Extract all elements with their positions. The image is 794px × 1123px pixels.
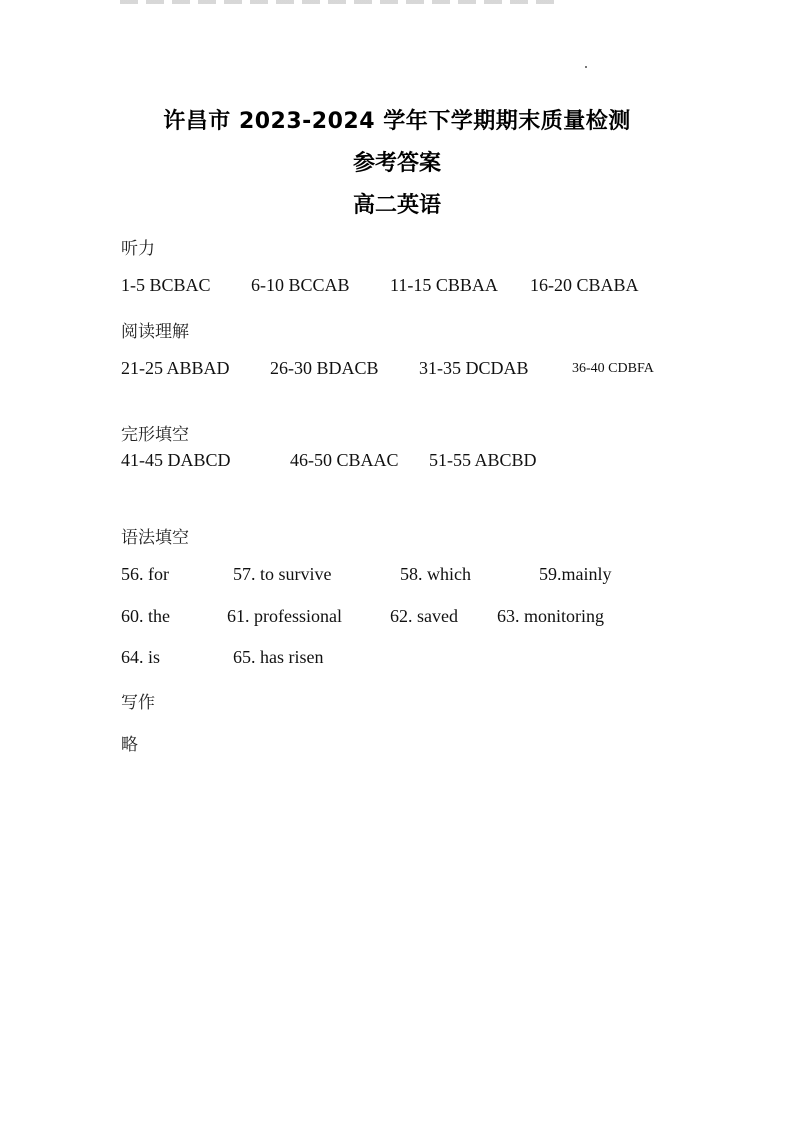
- grammar-answer-58: 58. which: [400, 564, 471, 584]
- reading-answer-2: 26-30 BDACB: [270, 358, 379, 378]
- exam-title: 许昌市 2023-2024 学年下学期期末质量检测: [163, 109, 631, 134]
- listening-label: 听力: [121, 239, 155, 259]
- listening-answer-4: 16-20 CBABA: [530, 275, 639, 295]
- listening-answer-1: 1-5 BCBAC: [121, 275, 211, 295]
- faded-header-strip: [120, 0, 560, 4]
- cloze-answer-1: 41-45 DABCD: [121, 450, 231, 470]
- grammar-answer-63: 63. monitoring: [497, 606, 604, 626]
- grammar-answer-59: 59.mainly: [539, 564, 612, 584]
- grammar-answer-65: 65. has risen: [233, 647, 324, 667]
- grammar-answer-56: 56. for: [121, 564, 169, 584]
- grammar-label: 语法填空: [121, 528, 189, 548]
- writing-label: 写作: [121, 693, 155, 713]
- reading-label: 阅读理解: [121, 322, 189, 342]
- scan-speck: [585, 66, 587, 68]
- grammar-answer-60: 60. the: [121, 606, 170, 626]
- grammar-answer-62: 62. saved: [390, 606, 458, 626]
- grammar-answer-61: 61. professional: [227, 606, 342, 626]
- answer-key-heading: 参考答案: [352, 151, 441, 176]
- writing-content: 略: [121, 735, 138, 755]
- cloze-answer-3: 51-55 ABCBD: [429, 450, 537, 470]
- cloze-answer-2: 46-50 CBAAC: [290, 450, 399, 470]
- reading-answer-3: 31-35 DCDAB: [419, 358, 529, 378]
- listening-answer-2: 6-10 BCCAB: [251, 275, 350, 295]
- reading-answer-1: 21-25 ABBAD: [121, 358, 230, 378]
- grammar-answer-57: 57. to survive: [233, 564, 332, 584]
- reading-answer-4: 36-40 CDBFA: [572, 361, 654, 376]
- listening-answer-3: 11-15 CBBAA: [390, 275, 498, 295]
- grammar-answer-64: 64. is: [121, 647, 161, 667]
- cloze-label: 完形填空: [121, 425, 189, 445]
- subject-heading: 高二英语: [352, 193, 441, 218]
